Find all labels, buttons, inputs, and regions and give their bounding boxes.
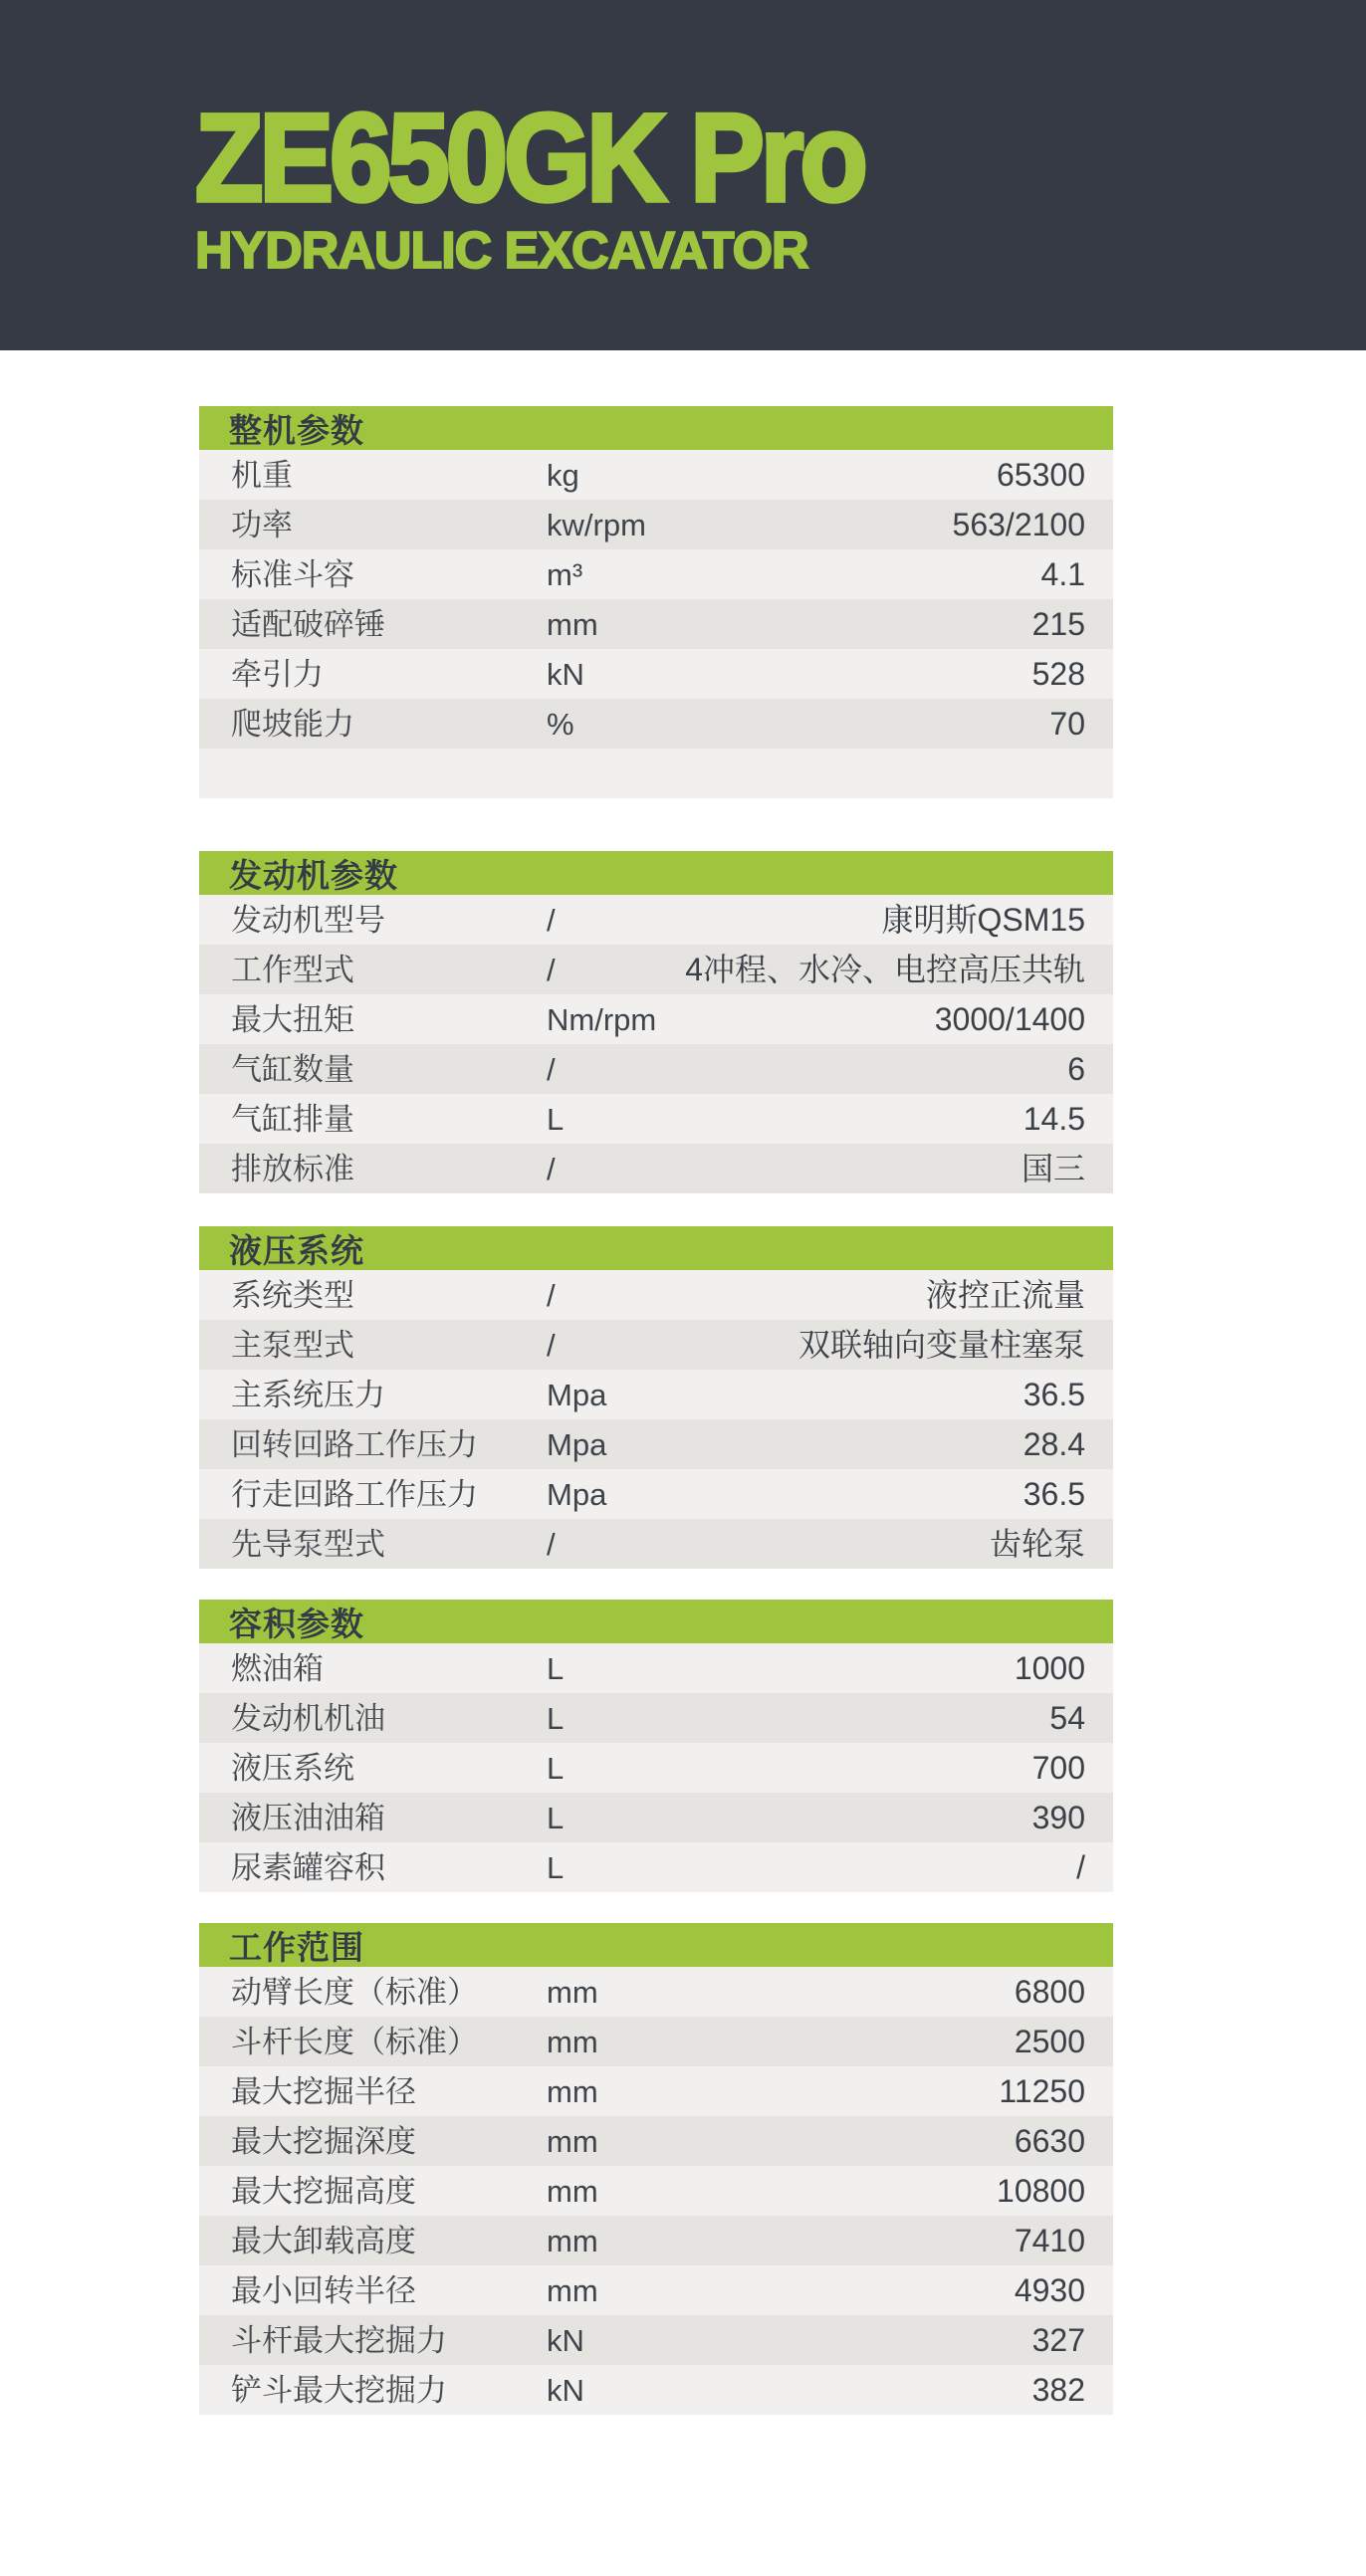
- table-row: [199, 945, 1113, 994]
- spec-label: 牵引力: [231, 657, 324, 692]
- spec-value: 36.5: [1023, 1476, 1085, 1512]
- table-row: [199, 2017, 1113, 2066]
- section-title: 发动机参数: [229, 856, 398, 894]
- section-title: 液压系统: [229, 1231, 364, 1269]
- table-row: [199, 895, 1113, 945]
- spec-label: 动臂长度（标准）: [231, 1975, 478, 2010]
- spec-label: 发动机型号: [231, 903, 385, 938]
- spec-value: /: [1076, 1849, 1085, 1885]
- spec-unit: kg: [547, 458, 579, 493]
- table-row: [199, 2066, 1113, 2116]
- table-row: [199, 1270, 1113, 1320]
- spec-unit: Mpa: [547, 1378, 607, 1412]
- table-row: [199, 1842, 1113, 1892]
- table-row: [199, 1094, 1113, 1144]
- spec-label: 先导泵型式: [231, 1527, 385, 1562]
- table-hydraulic-system: [199, 1226, 1113, 1569]
- table-row: [199, 500, 1113, 549]
- table-row: [199, 599, 1113, 649]
- spec-value: 563/2100: [952, 507, 1085, 542]
- spec-unit: L: [547, 1751, 565, 1786]
- table-row: [199, 450, 1113, 500]
- spec-value: 齿轮泵: [989, 1526, 1085, 1562]
- spec-label: 爬坡能力: [231, 707, 354, 742]
- spec-value: 康明斯QSM15: [881, 902, 1085, 938]
- table-row: [199, 2315, 1113, 2365]
- spec-rows: [199, 895, 1113, 1193]
- spec-unit: m³: [547, 557, 583, 592]
- spec-unit: kN: [547, 2373, 584, 2408]
- spec-unit: mm: [547, 1975, 598, 2010]
- section-title: 容积参数: [229, 1605, 364, 1642]
- spec-unit: /: [547, 1328, 556, 1363]
- spec-label: 斗杆长度（标准）: [231, 2025, 478, 2059]
- spec-label: 适配破碎锤: [231, 607, 385, 642]
- spec-label: 最大挖掘高度: [231, 2174, 416, 2209]
- spec-unit: mm: [547, 2074, 598, 2109]
- spec-label: 标准斗容: [231, 557, 354, 592]
- spec-label: 最大挖掘半径: [231, 2074, 416, 2109]
- spec-unit: Mpa: [547, 1477, 607, 1512]
- spec-value: 4冲程、水冷、电控高压共轨: [685, 952, 1085, 987]
- table-capacity-params: [199, 1600, 1113, 1892]
- spec-label: 液压油油箱: [231, 1801, 385, 1835]
- model-subtitle: HYDRAULIC EXCAVATOR: [195, 222, 808, 280]
- spec-value: 70: [1049, 706, 1085, 742]
- table-row: [199, 1693, 1113, 1743]
- table-row: [199, 2116, 1113, 2166]
- spec-label: 功率: [231, 508, 293, 542]
- table-overall-params: [199, 406, 1113, 798]
- spec-label: 系统类型: [231, 1278, 354, 1313]
- spec-value: 14.5: [1023, 1101, 1085, 1137]
- spec-label: 主泵型式: [231, 1328, 354, 1363]
- spec-value: 11250: [999, 2073, 1085, 2109]
- spec-label: 液压系统: [231, 1751, 354, 1786]
- spec-unit: /: [547, 1152, 556, 1186]
- spec-value: 10800: [997, 2173, 1085, 2209]
- spec-label: 排放标准: [231, 1152, 354, 1186]
- table-row: [199, 1967, 1113, 2017]
- spec-label: 铲斗最大挖掘力: [231, 2373, 447, 2408]
- spec-rows: [199, 1643, 1113, 1892]
- spec-value: 4.1: [1040, 556, 1085, 592]
- section-header: [199, 1600, 1113, 1643]
- spec-rows: [199, 450, 1113, 798]
- spec-unit: mm: [547, 2224, 598, 2258]
- section-header: [199, 1923, 1113, 1967]
- spec-label: 最小回转半径: [231, 2273, 416, 2308]
- table-row: [199, 1469, 1113, 1519]
- spec-unit: mm: [547, 2025, 598, 2059]
- table-row: [199, 749, 1113, 798]
- spec-unit: mm: [547, 2273, 598, 2308]
- model-title: ZE650GK Pro: [195, 88, 864, 228]
- spec-value: 390: [1031, 1800, 1085, 1835]
- spec-label: 尿素罐容积: [231, 1850, 385, 1885]
- spec-label: 最大卸载高度: [231, 2224, 416, 2258]
- spec-label: 最大挖掘深度: [231, 2124, 416, 2159]
- spec-label: 燃油箱: [231, 1651, 324, 1686]
- section-header: [199, 406, 1113, 450]
- spec-label: 气缸排量: [231, 1102, 354, 1137]
- spec-unit: L: [547, 1102, 565, 1137]
- spec-unit: L: [547, 1701, 565, 1736]
- spec-label: 主系统压力: [231, 1378, 385, 1412]
- spec-value: 215: [1031, 606, 1085, 642]
- spec-value: 2500: [1014, 2024, 1085, 2059]
- section-header: [199, 1226, 1113, 1270]
- spec-value: 国三: [1021, 1151, 1085, 1186]
- section-header: [199, 851, 1113, 895]
- table-row: [199, 2265, 1113, 2315]
- spec-unit: %: [547, 707, 574, 742]
- spec-value: 28.4: [1023, 1426, 1085, 1462]
- spec-value: 3000/1400: [934, 1001, 1085, 1037]
- table-row: [199, 1144, 1113, 1193]
- table-row: [199, 549, 1113, 599]
- spec-label: 斗杆最大挖掘力: [231, 2323, 447, 2358]
- spec-unit: /: [547, 1527, 556, 1562]
- spec-unit: kN: [547, 657, 584, 692]
- table-row: [199, 1519, 1113, 1569]
- spec-label: 工作型式: [231, 953, 354, 987]
- spec-label: 行走回路工作压力: [231, 1477, 478, 1512]
- spec-value: 528: [1031, 656, 1085, 692]
- table-row: [199, 649, 1113, 699]
- spec-value: 6630: [1014, 2123, 1085, 2159]
- spec-value: 382: [1031, 2372, 1085, 2408]
- spec-unit: L: [547, 1850, 565, 1885]
- table-engine-params: [199, 851, 1113, 1193]
- spec-unit: L: [547, 1801, 565, 1835]
- spec-rows: [199, 1270, 1113, 1569]
- spec-value: 54: [1049, 1700, 1085, 1736]
- spec-value: 7410: [1014, 2223, 1085, 2258]
- spec-unit: /: [547, 1052, 556, 1087]
- spec-label: 最大扭矩: [231, 1002, 354, 1037]
- table-row: [199, 1643, 1113, 1693]
- spec-unit: /: [547, 953, 556, 987]
- spec-value: 36.5: [1023, 1377, 1085, 1412]
- spec-rows: [199, 1967, 1113, 2415]
- table-row: [199, 2216, 1113, 2265]
- spec-value: 1000: [1014, 1650, 1085, 1686]
- spec-label: 回转回路工作压力: [231, 1427, 478, 1462]
- spec-unit: /: [547, 1278, 556, 1313]
- table-row: [199, 1743, 1113, 1793]
- spec-value: 液控正流量: [925, 1277, 1085, 1313]
- spec-unit: kw/rpm: [547, 508, 646, 542]
- spec-unit: mm: [547, 607, 598, 642]
- spec-unit: /: [547, 903, 556, 938]
- spec-value: 4930: [1014, 2272, 1085, 2308]
- spec-unit: kN: [547, 2323, 584, 2358]
- table-row: [199, 2166, 1113, 2216]
- table-row: [199, 699, 1113, 749]
- spec-value: 6: [1067, 1051, 1085, 1087]
- table-row: [199, 2365, 1113, 2415]
- spec-value: 327: [1031, 2322, 1085, 2358]
- section-title: 整机参数: [229, 411, 364, 449]
- spec-label: 气缸数量: [231, 1052, 354, 1087]
- spec-unit: mm: [547, 2124, 598, 2159]
- table-working-range: [199, 1923, 1113, 2415]
- spec-value: 6800: [1014, 1974, 1085, 2010]
- spec-value: 65300: [997, 457, 1085, 493]
- table-row: [199, 1370, 1113, 1419]
- section-title: 工作范围: [229, 1928, 364, 1966]
- spec-label: 机重: [231, 458, 293, 493]
- table-row: [199, 1793, 1113, 1842]
- spec-label: 发动机机油: [231, 1701, 385, 1736]
- hero-banner: [0, 0, 1366, 350]
- spec-unit: mm: [547, 2174, 598, 2209]
- spec-value: 双联轴向变量柱塞泵: [797, 1327, 1085, 1363]
- table-row: [199, 1320, 1113, 1370]
- spec-unit: Nm/rpm: [547, 1002, 657, 1037]
- table-row: [199, 994, 1113, 1044]
- spec-value: 700: [1031, 1750, 1085, 1786]
- spec-unit: L: [547, 1651, 565, 1686]
- spec-unit: Mpa: [547, 1427, 607, 1462]
- table-row: [199, 1419, 1113, 1469]
- table-row: [199, 1044, 1113, 1094]
